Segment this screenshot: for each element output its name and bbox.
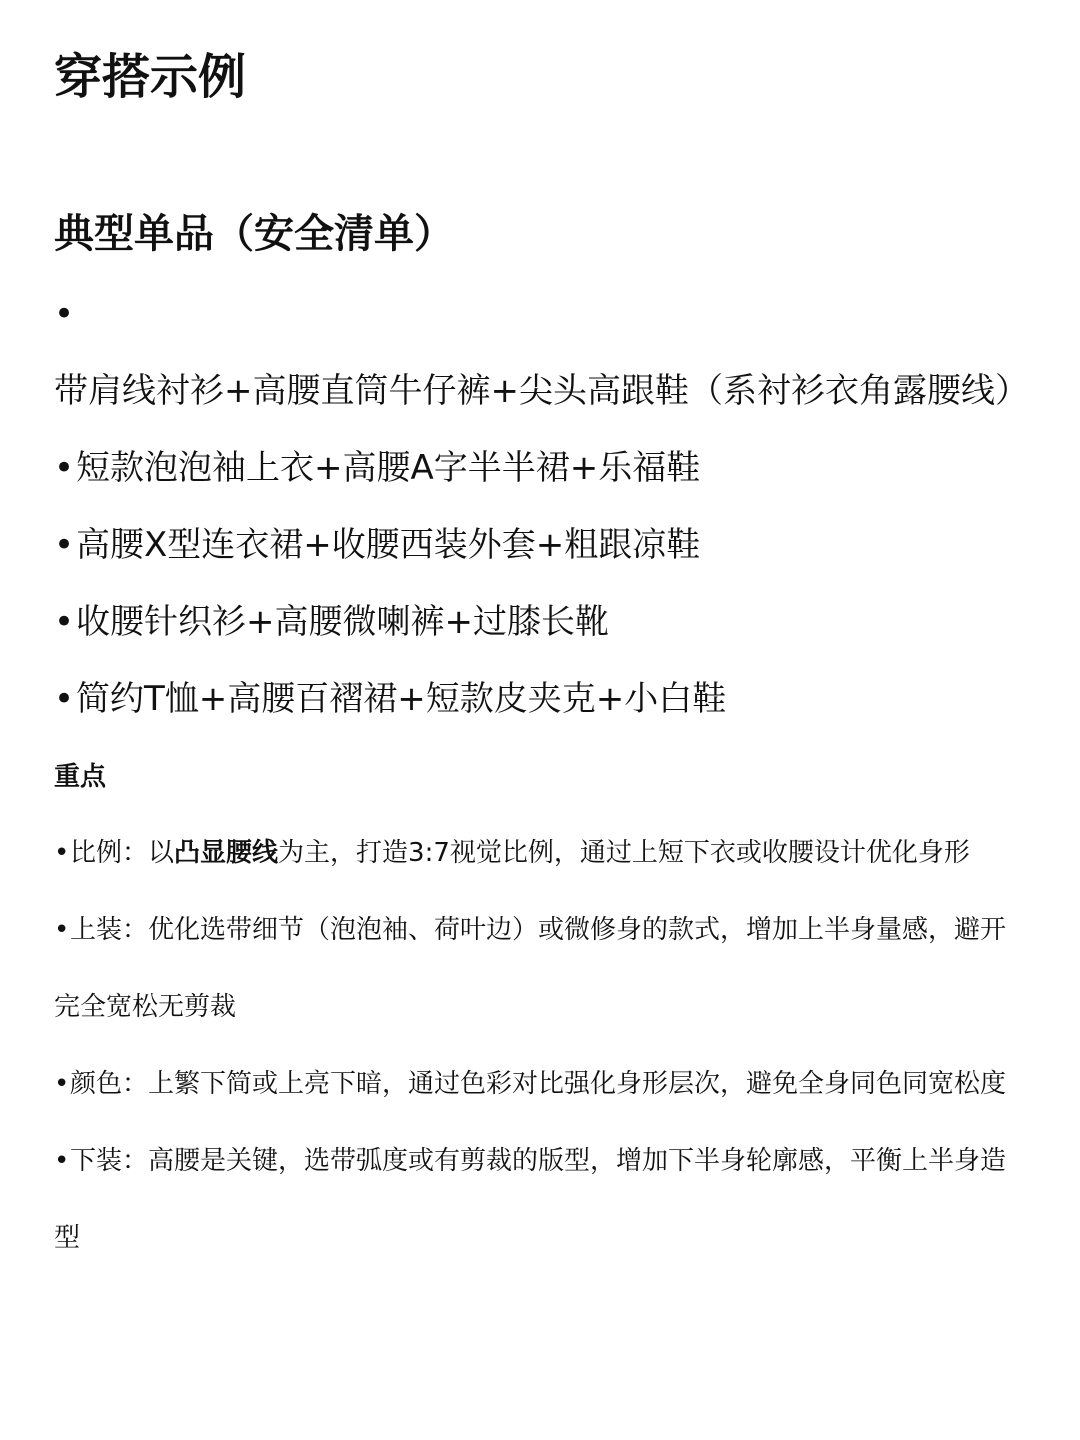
bullet-icon: • [54, 679, 75, 719]
key-point-text: 高腰是关键，选带弧度或有剪裁的版型，增加下半身轮廓感，平衡上半身造型 [54, 1146, 1007, 1253]
key-point-item [54, 892, 1026, 1046]
key-point-item [54, 815, 1026, 892]
list-item-text: 短款泡泡袖上衣+高腰A字半半裙+乐福鞋 [76, 448, 701, 488]
bullet-icon: • [54, 915, 70, 945]
key-point-label: 下装： [70, 1146, 149, 1176]
list-item [54, 430, 1034, 507]
section-heading: 典型单品（安全清单） [54, 211, 454, 257]
bullet-icon: • [54, 525, 75, 565]
list-item [54, 661, 1034, 738]
list-item-text: 简约T恤+高腰百褶裙+短款皮夹克+小白鞋 [76, 679, 727, 719]
bullet-icon: • [54, 448, 75, 488]
list-item [54, 507, 1034, 584]
key-point-text: 优化选带细节（泡泡袖、荷叶边）或微修身的款式，增加上半身量感，避开完全宽松无剪裁 [54, 915, 1007, 1022]
bullet-icon: • [54, 1146, 70, 1176]
key-point-item [54, 1123, 1026, 1277]
key-point-label: 上装： [70, 915, 149, 945]
list-item [54, 276, 1034, 430]
key-point-text: 上繁下简或上亮下暗，通过色彩对比强化身形层次，避免全身同色同宽松度 [148, 1069, 1007, 1099]
key-point-highlight: 凸显腰线 [174, 838, 279, 868]
bullet-icon: • [54, 602, 75, 642]
key-points-heading: 重点 [54, 762, 107, 792]
list-item [54, 584, 1034, 661]
bullet-icon: • [54, 838, 70, 868]
bullet-icon: • [54, 1069, 70, 1099]
key-point-label: 颜色： [70, 1069, 149, 1099]
key-points-list [54, 815, 1026, 1277]
bullet-icon: • [54, 294, 75, 334]
page-title: 穿搭示例 [54, 49, 247, 105]
key-point-label: 比例： [70, 838, 149, 868]
key-point-prefix: 以 [148, 838, 175, 868]
key-point-item [54, 1046, 1026, 1123]
key-point-text: 为主，打造3:7视觉比例，通过上短下衣或收腰设计优化身形 [278, 838, 970, 868]
list-item-text: 收腰针织衫+高腰微喇裤+过膝长靴 [76, 602, 609, 642]
list-item-text: 高腰X型连衣裙+收腰西装外套+粗跟凉鞋 [76, 525, 701, 565]
outfit-list [54, 276, 1034, 738]
list-item-text: 带肩线衬衫+高腰直筒牛仔裤+尖头高跟鞋（系衬衫衣角露腰线） [54, 371, 1029, 411]
